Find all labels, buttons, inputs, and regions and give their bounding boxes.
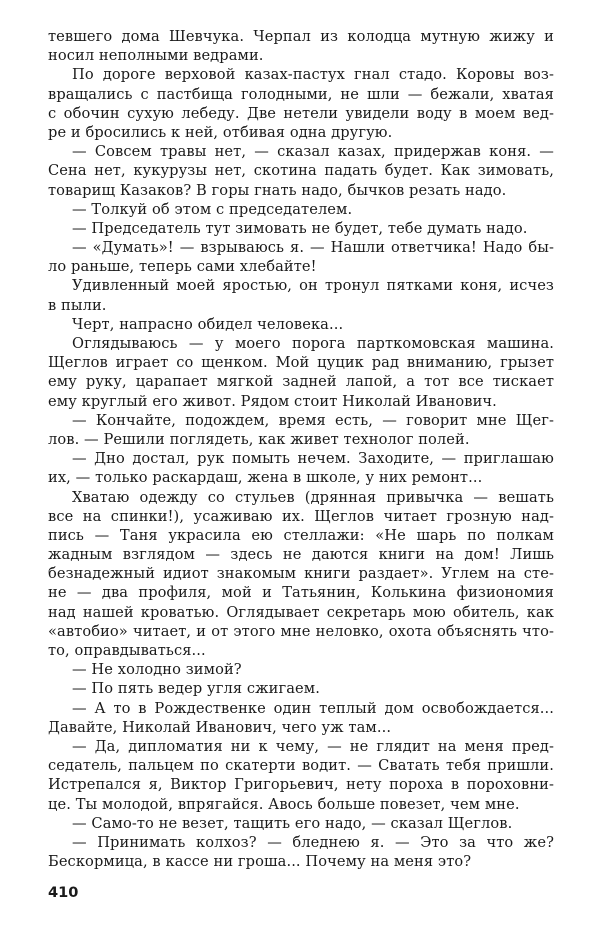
text-line: — Толкуй об этом с председателем. [72,200,353,218]
text-line: в пыли. [48,296,107,314]
text-line: жадным взглядом — здесь не даются книги на дом! Лишь [48,546,554,564]
text-line: седатель, пальцем по скатерти водит. — Сватать тебя пришли. [48,757,554,775]
text-line: Черт, напрасно обидел человека... [72,315,344,333]
text-line: лов. — Решили поглядеть, как живет технолог полей. [48,430,470,448]
text-line: не — два профиля, мой и Татьянин, Колькина физиономия [48,584,554,602]
text-line: ему руку, царапает мягкой задней лапой, а тот все тискает [48,373,554,391]
text-line: — А то в Рождественке один теплый дом освобождается... [72,699,554,717]
text-line: — По пять ведер угля сжигаем. [72,680,320,698]
text-line: ло раньше, теперь сами хлебайте! [48,258,317,276]
text-line: — Совсем травы нет, — сказал казах, придержав коня. — [72,143,554,161]
text-line: — Дно достал, рук помыть нечем. Заходите, — приглашаю [72,450,554,468]
text-line: — Принимать колхоз? — бледнею я. — Это за что же? [72,833,554,851]
text-line: — Само-то не везет, тащить его надо, — сказал Щеглов. [72,814,513,832]
text-line: — «Думать»! — взрываюсь я. — Нашли ответчика! Надо бы- [72,239,554,257]
text-line: Бескормица, в кассе ни гроша... Почему на меня это? [48,853,472,871]
text-line: их, — только раскардаш, жена в школе, у них ремонт... [48,469,483,487]
text-line: безнадежный идиот знакомым книги раздает». Углем на сте- [48,565,554,583]
text-line: все на спинки!), усаживаю их. Щеглов читает грозную над- [48,507,554,525]
text-line: По дороге верховой казах-пастух гнал стадо. Коровы воз- [72,66,554,84]
book-page-text [48,27,554,871]
text-line: Хватаю одежду со стульев (дрянная привычка — вешать [72,488,554,506]
text-line: пись — Таня украсила ею стеллажи: «Не шарь по полкам [48,526,554,544]
text-line: — Кончайте, подождем, время есть, — говорит мне Щег- [72,411,554,429]
text-line: носил неполными ведрами. [48,47,264,65]
text-line: тевшего дома Шевчука. Черпал из колодца мутную жижу и [48,28,554,45]
text-line: ре и бросились к ней, отбивая одна другую. [48,123,393,141]
text-line: Давайте, Николай Иванович, чего уж там... [48,718,392,736]
text-line: ему круглый его живот. Рядом стоит Николай Иванович. [48,392,497,410]
text-line: Удивленный моей яростью, он тронул пятками коня, исчез [72,277,554,295]
text-line: — Да, дипломатия ни к чему, — не глядит на меня пред- [72,737,554,755]
text-line: «автобио» читает, и от этого мне неловко, охота объяснять что- [48,622,554,640]
text-line: — Не холодно зимой? [72,661,242,679]
text-line: Щеглов играет со щенком. Мой цуцик рад вниманию, грызет [48,354,554,372]
text-line: то, оправдываться... [48,642,206,659]
text-line: це. Ты молодой, впрягайся. Авось больше повезет, чем мне. [48,795,520,813]
text-line: Оглядываюсь — у моего порога парткомовская машина. [72,335,554,352]
page-number: 410 [48,884,79,901]
text-line: Истрепался я, Виктор Григорьевич, нету пороха в пороховни- [48,776,554,794]
text-line: над нашей кроватью. Оглядывает секретарь мою обитель, как [48,603,554,621]
text-line: Сена нет, кукурузы нет, скотина падать будет. Как зимовать, [48,162,554,180]
text-line: вращались с пастбища голодными, не шли — бежали, хватая [48,85,554,103]
text-line: — Председатель тут зимовать не будет, тебе думать надо. [72,219,528,237]
text-line: с обочин сухую лебеду. Две нетели увидели воду в моем вед- [48,104,554,122]
text-line: товарищ Казаков? В горы гнать надо, бычков резать надо. [48,181,507,199]
